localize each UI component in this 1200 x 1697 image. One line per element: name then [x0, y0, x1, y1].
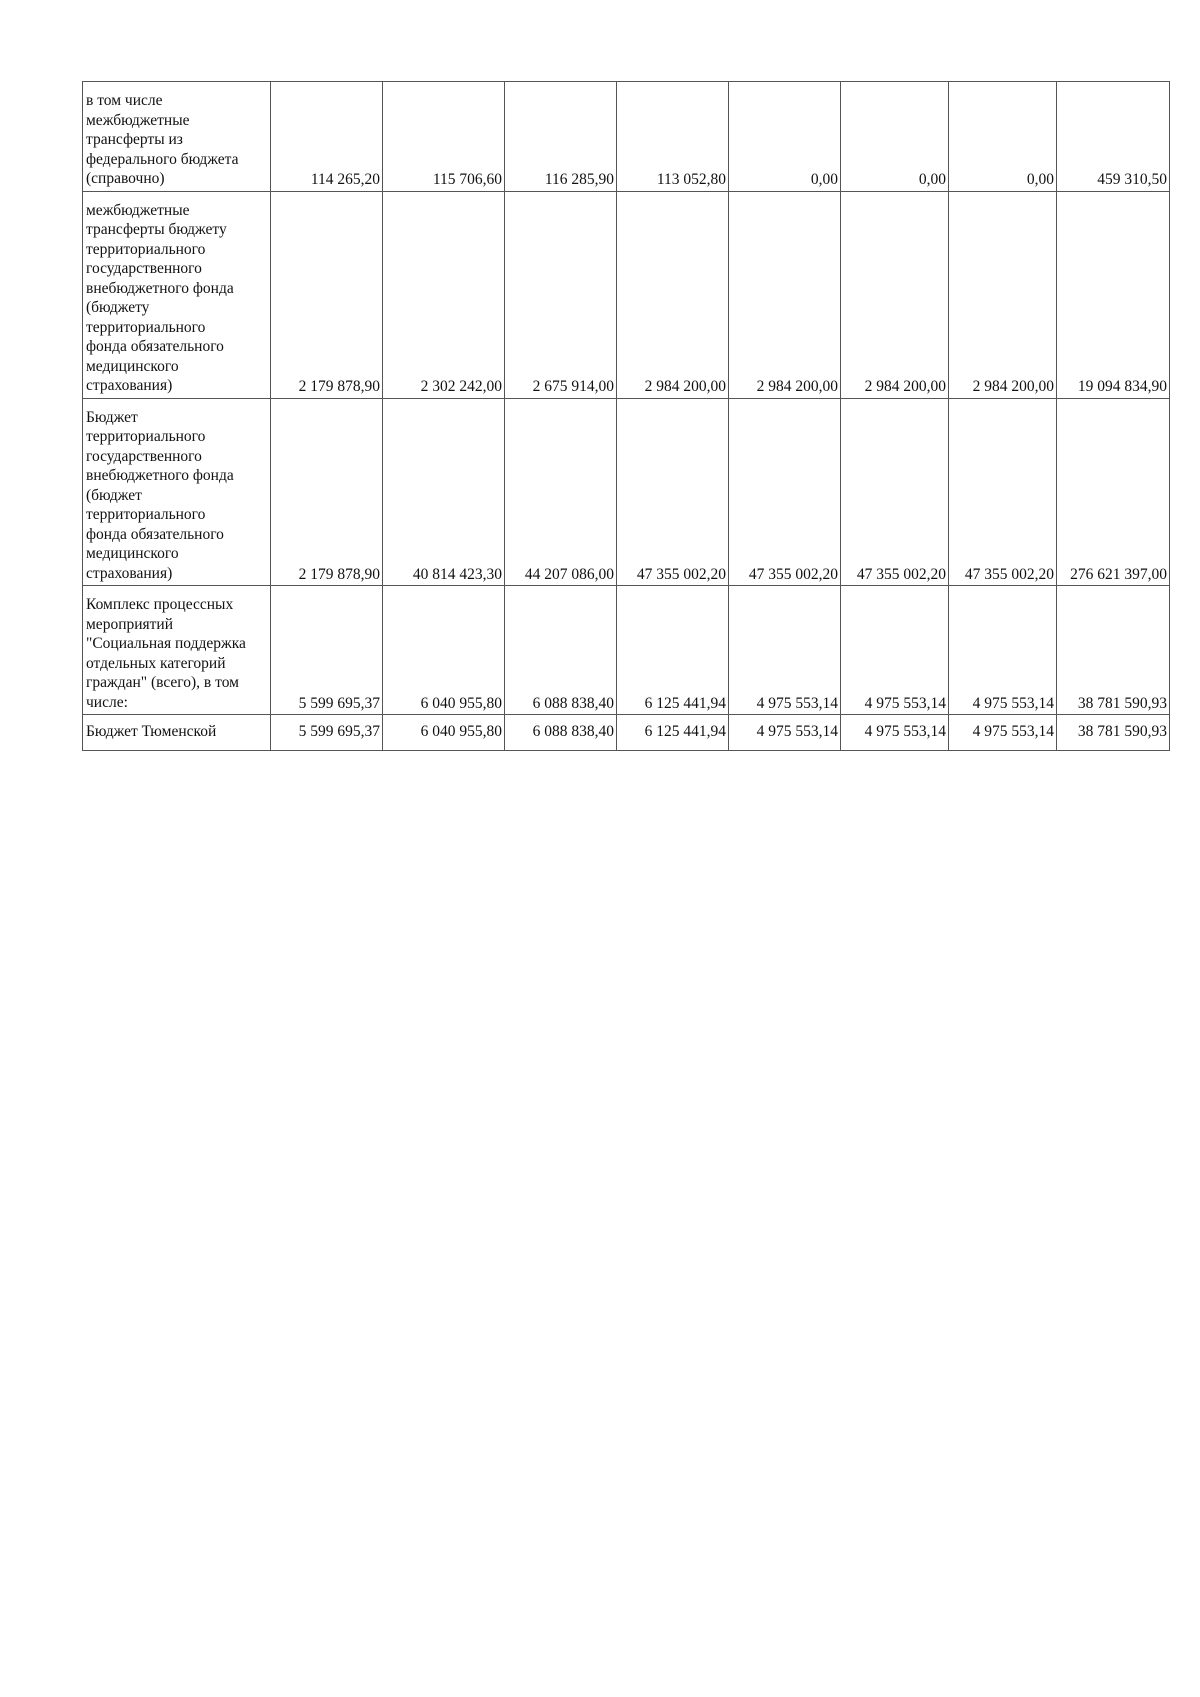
table-body: [83, 82, 1170, 751]
value-cell: 44 207 086,00: [505, 398, 617, 586]
value-cell: 4 975 553,14: [841, 586, 949, 715]
row-label-line: отдельных категорий: [86, 654, 226, 672]
row-label-line: территориального: [86, 240, 206, 258]
value-cell: 6 040 955,80: [383, 715, 505, 751]
value-cell: 6 125 441,94: [617, 715, 729, 751]
value-cell: 5 599 695,37: [271, 586, 383, 715]
row-label-line: Комплекс процессных: [86, 596, 234, 613]
value-cell: 5 599 695,37: [271, 715, 383, 751]
value-cell: 4 975 553,14: [729, 586, 841, 715]
value-cell: 47 355 002,20: [841, 398, 949, 586]
table-row: [83, 191, 1170, 398]
row-label-cell: [83, 586, 271, 715]
row-label-line: межбюджетные: [86, 111, 190, 129]
row-label-line: фонда обязательного: [86, 338, 224, 355]
row-label-line: внебюджетного фонда: [86, 467, 234, 484]
value-cell: 6 125 441,94: [617, 586, 729, 715]
value-cell: 2 675 914,00: [505, 191, 617, 398]
row-label-line: территориального: [86, 318, 206, 336]
row-label-line: мероприятий: [86, 615, 174, 633]
row-label-line: государственного: [86, 447, 202, 465]
value-cell: 2 179 878,90: [271, 398, 383, 586]
value-cell: 38 781 590,93: [1057, 715, 1170, 751]
row-label-line: трансферты бюджету: [86, 221, 227, 238]
row-label-line: трансферты из: [86, 131, 183, 148]
value-cell: 6 088 838,40: [505, 586, 617, 715]
value-cell: 2 179 878,90: [271, 191, 383, 398]
value-cell: 47 355 002,20: [949, 398, 1057, 586]
value-cell: 6 088 838,40: [505, 715, 617, 751]
row-label-line: страхования): [86, 377, 173, 394]
value-cell: 6 040 955,80: [383, 586, 505, 715]
value-cell: 0,00: [949, 82, 1057, 192]
value-cell: 4 975 553,14: [841, 715, 949, 751]
row-label-line: числе:: [86, 693, 128, 711]
row-label-line: территориального: [86, 428, 206, 445]
value-cell: 40 814 423,30: [383, 398, 505, 586]
value-cell: 2 984 200,00: [949, 191, 1057, 398]
value-cell: 38 781 590,93: [1057, 586, 1170, 715]
row-label-line: "Социальная поддержка: [86, 635, 246, 652]
table-row: [83, 586, 1170, 715]
value-cell: 0,00: [729, 82, 841, 192]
row-label-line: внебюджетного фонда: [86, 279, 234, 297]
row-label-line: государственного: [86, 260, 202, 277]
value-cell: 2 302 242,00: [383, 191, 505, 398]
row-label-line: медицинского: [86, 545, 179, 562]
table-row: [83, 82, 1170, 192]
row-label-cell: [83, 82, 271, 192]
value-cell: 115 706,60: [383, 82, 505, 192]
value-cell: 0,00: [841, 82, 949, 192]
row-label-line: медицинского: [86, 357, 179, 375]
row-label-line: граждан" (всего), в том: [86, 674, 239, 691]
value-cell: 4 975 553,14: [949, 586, 1057, 715]
row-label-line: (бюджет: [86, 486, 142, 504]
row-label-line: (справочно): [86, 170, 165, 187]
row-label-line: страхования): [86, 564, 173, 582]
value-cell: 2 984 200,00: [841, 191, 949, 398]
value-cell: 2 984 200,00: [729, 191, 841, 398]
row-label-line: территориального: [86, 506, 206, 523]
value-cell: 116 285,90: [505, 82, 617, 192]
value-cell: 114 265,20: [271, 82, 383, 192]
value-cell: 4 975 553,14: [729, 715, 841, 751]
row-label-cell: [83, 398, 271, 586]
value-cell: 459 310,50: [1057, 82, 1170, 192]
row-label-line: фонда обязательного: [86, 525, 224, 543]
row-label-cell: [83, 191, 271, 398]
value-cell: 4 975 553,14: [949, 715, 1057, 751]
value-cell: 47 355 002,20: [729, 398, 841, 586]
table-row: [83, 398, 1170, 586]
row-label-cell: [83, 715, 271, 751]
value-cell: 19 094 834,90: [1057, 191, 1170, 398]
value-cell: 2 984 200,00: [617, 191, 729, 398]
row-label-line: Бюджет Тюменской: [86, 723, 217, 740]
row-label-line: (бюджету: [86, 299, 150, 316]
row-label-line: в том числе: [86, 92, 163, 109]
row-label-line: федерального бюджета: [86, 150, 239, 168]
value-cell: 113 052,80: [617, 82, 729, 192]
row-label-line: межбюджетные: [86, 201, 190, 219]
value-cell: 47 355 002,20: [617, 398, 729, 586]
row-label-line: Бюджет: [86, 408, 138, 426]
table-row: [83, 715, 1170, 751]
value-cell: 276 621 397,00: [1057, 398, 1170, 586]
budget-table: [82, 81, 1170, 751]
